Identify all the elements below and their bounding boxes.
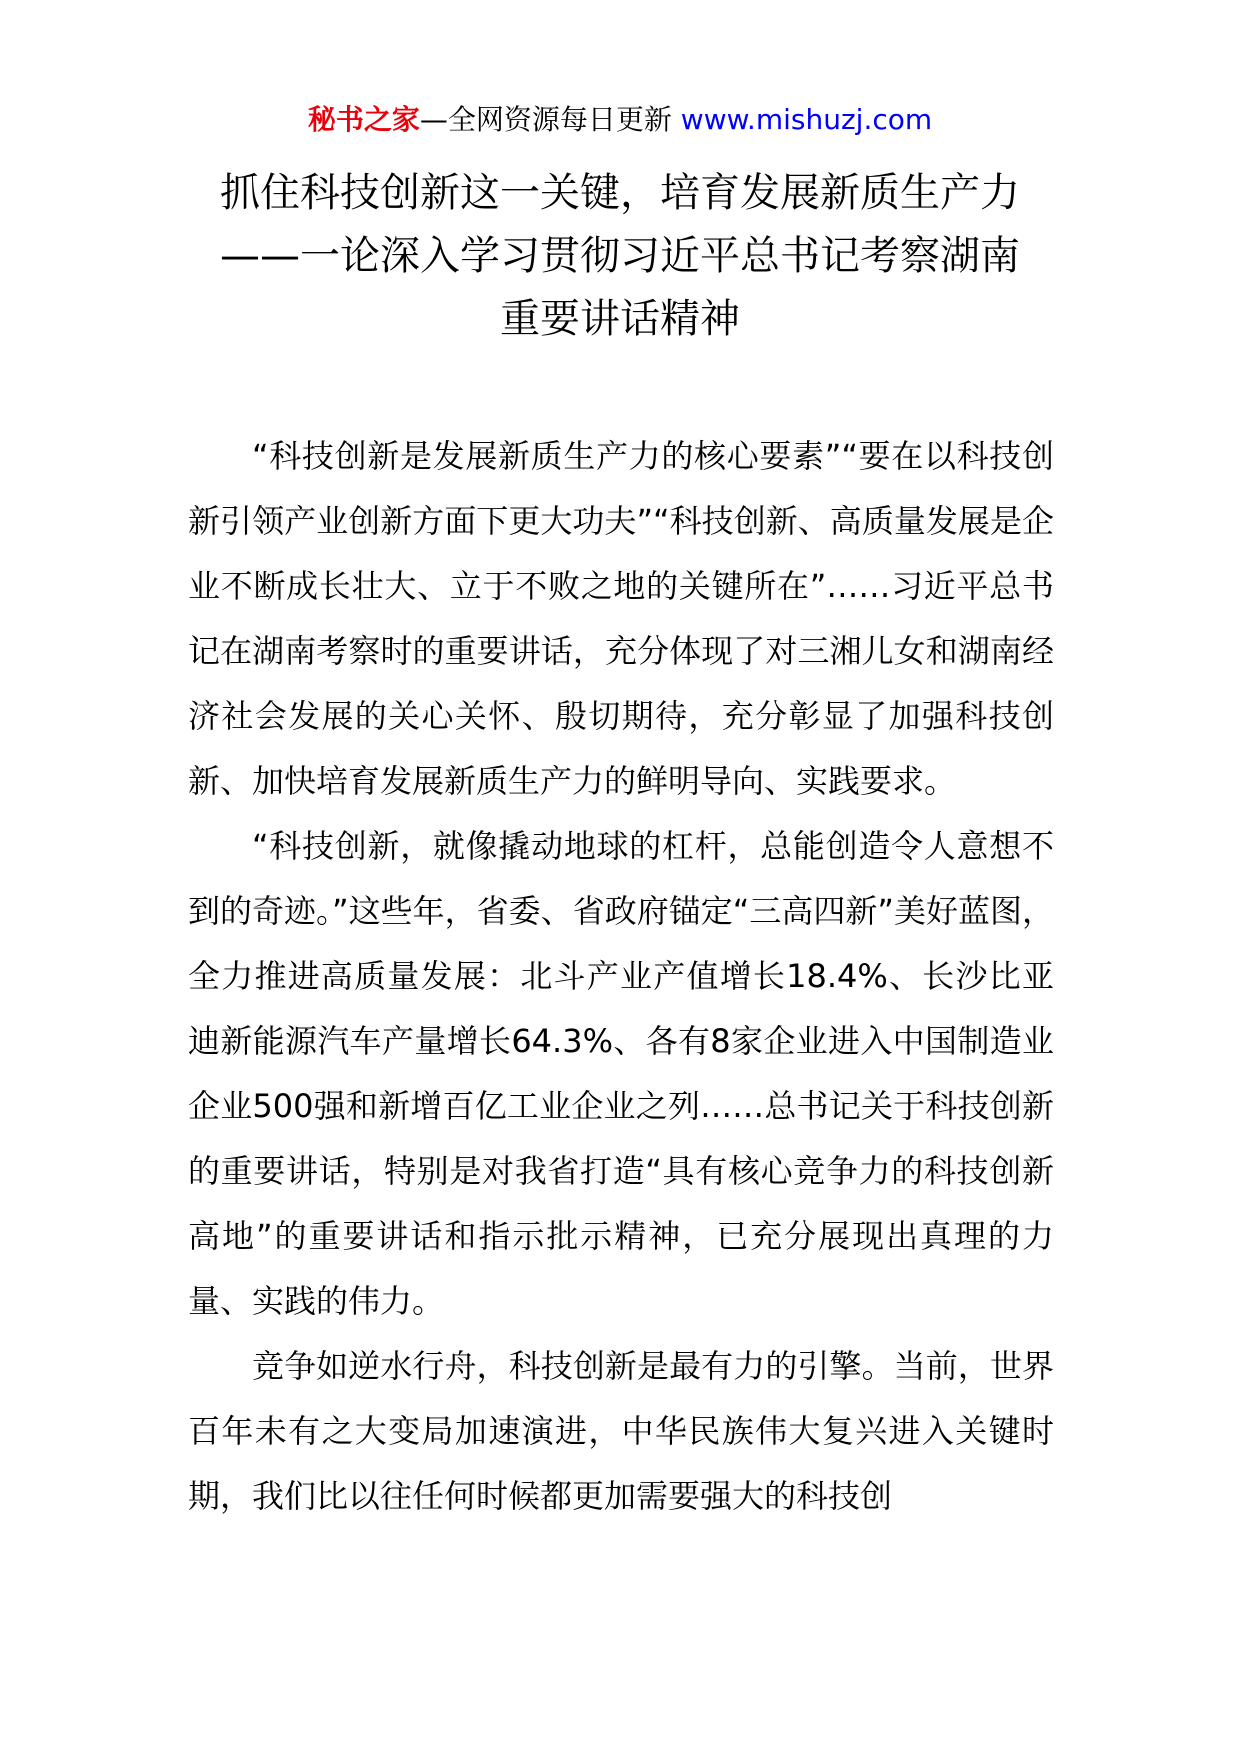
site-header [0,100,1240,140]
site-url-link[interactable]: www.mishuzj.com [680,103,933,136]
article-body [188,424,1054,1529]
paragraph: 竞争如逆水行舟，科技创新是最有力的引擎。当前，世界百年未有之大变局加速演进，中华民族伟大复兴进入关键时期，我们比以往任何时候都更加需要强大的科技创 [188,1347,1054,1515]
article-title [150,162,1090,351]
site-brand: 秘书之家 [307,103,420,136]
title-line-2: ——一论深入学习贯彻习近平总书记考察湖南 [220,233,1020,279]
site-tagline: —全网资源每日更新 [419,103,672,136]
paragraph: “科技创新，就像撬动地球的杠杆，总能创造令人意想不到的奇迹。”这些年，省委、省政府锚定“三高四新”美好蓝图，全力推进高质量发展：北斗产业产值增长18.4%、长沙比亚迪新能源汽车产量增长64.3%、各有8家企业进入中国制造业企业500强和新增百亿工业企业之列……总书记关于科技创新的重要讲话，特别是对我省打造“具有核心竞争力的科技创新高地”的重要讲话和指示批示精神，已充分展现出真理的力量、实践的伟力。 [188,827,1054,1320]
title-line-3: 重要讲话精神 [500,296,740,342]
title-line-1: 抓住科技创新这一关键，培育发展新质生产力 [220,170,1020,216]
paragraph: “科技创新是发展新质生产力的核心要素”“要在以科技创新引领产业创新方面下更大功夫”“科技创新、高质量发展是企业不断成长壮大、立于不败之地的关键所在”……习近平总书记在湖南考察时的重要讲话，充分体现了对三湘儿女和湖南经济社会发展的关心关怀、殷切期待，充分彰显了加强科技创新、加快培育发展新质生产力的鲜明导向、实践要求。 [188,437,1054,800]
